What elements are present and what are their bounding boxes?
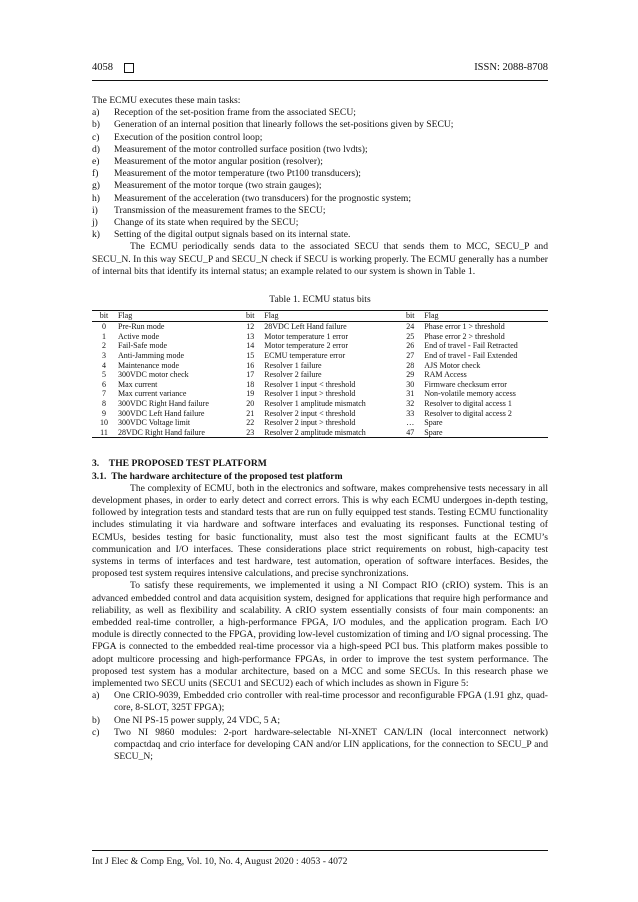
table-cell: Active mode — [118, 331, 160, 341]
table-cell: 0 — [102, 322, 106, 332]
table-cell: 22 — [246, 418, 255, 428]
list-item-text: Measurement of the motor temperature (two Pt100 transducers); — [114, 168, 361, 180]
table-row — [92, 361, 548, 371]
table-cell: 4 — [102, 360, 106, 370]
section-number: 3. — [92, 458, 100, 470]
list-item — [92, 205, 548, 217]
table-row — [92, 351, 548, 361]
table-cell: 18 — [246, 379, 255, 389]
table-cell: 300VDC Left Hand failure — [118, 408, 205, 418]
table-cell: 300VDC Right Hand failure — [118, 399, 209, 408]
list-item-text: Measurement of the acceleration (two transducers) for the prognostic system; — [114, 192, 412, 204]
table-cell: 29 — [406, 370, 415, 380]
footer-rule — [92, 850, 548, 851]
table-cell: Resolver 2 input < threshold — [264, 408, 356, 418]
page-body — [92, 95, 548, 763]
list-item-label: i) — [92, 204, 98, 216]
page-number: 4058 — [92, 62, 113, 73]
list-item-text: Transmission of the measurement frames to the SECU; — [114, 204, 326, 216]
table-cell: Resolver 1 input > threshold — [264, 389, 356, 399]
table-cell: Resolver 2 failure — [264, 370, 322, 380]
hardware-list — [92, 690, 548, 763]
subsection-number: 3.1. — [92, 470, 107, 482]
table-cell: 24 — [406, 322, 415, 332]
table-cell: 26 — [406, 341, 415, 351]
table-cell: 13 — [246, 331, 255, 341]
list-item — [92, 156, 548, 168]
table-cell: Resolver 2 input > threshold — [264, 418, 356, 428]
column-header: Flag — [116, 311, 238, 322]
table-cell: 3 — [102, 351, 106, 361]
list-item-text: One CRIO-9039, Embedded crio controller with real-time processor and reconfigurable FPGA (1.91 ghz, quad-core, 8-SLOT, 325T FPGA); — [114, 690, 548, 714]
list-item-label: c) — [92, 131, 100, 143]
list-item — [92, 168, 548, 180]
table-cell: Firmware checksum error — [424, 379, 507, 389]
list-item-label: h) — [92, 192, 100, 204]
table-header-row — [92, 311, 548, 322]
table-row — [92, 341, 548, 351]
status-bits-table — [92, 310, 548, 438]
section-title: THE PROPOSED TEST PLATFORM — [108, 458, 267, 470]
table-cell: 21 — [246, 408, 255, 418]
table-cell: Resolver 2 amplitude mismatch — [262, 428, 398, 438]
table-cell: Motor temperature 1 error — [264, 331, 349, 341]
tasks-intro: The ECMU executes these main tasks: — [92, 95, 241, 106]
table-cell: 300VDC motor check — [118, 370, 189, 380]
paragraph: The ECMU periodically sends data to the associated SECU that sends them to MCC, SECU_P and SECU_N. In this way SECU_P and SECU_N check if SECU is working properly. The ECMU generally has a number of internal bits that identify its internal status; an example related to our system is shown in Table 1. — [92, 241, 548, 277]
paragraph: The complexity of ECMU, both in the electronics and software, makes comprehensive tests necessary in all development phases, in order to early detect and correct errors. This is why each ECMU undergoes in-depth testing, followed by integration tests and standard tests that are run on fully equipped test stands. Testing ECMU functionality includes stimulating it via hardware and software interfaces and evaluating its responses. Functional testing of ECMUs, besides testing for basic functionality, must also test the most significant faults at the ECMU’s communication and I/O interfaces. These considerations place strict requirements on robust, high-capacity test systems in terms of interfaces and test hardware, test automation, operation of software interfaces. Besides, the proposed test system requires intensive calculations, and precise synchronizations. — [92, 482, 548, 580]
list-item-text: Two NI 9860 modules: 2-port hardware-selectable NI-XNET CAN/LIN (local interconnect network) compactdaq and crio interface for developing CAN and/or LIN applications, for the connection to SECU_P and SECU_N; — [114, 726, 548, 763]
table-cell: 11 — [92, 428, 116, 438]
table-row — [92, 428, 548, 438]
list-item-text: Execution of the position control loop; — [114, 131, 263, 143]
list-item-label: f) — [92, 168, 99, 180]
table-cell: 5 — [102, 370, 106, 380]
list-item-label: a) — [92, 690, 100, 702]
table-row — [92, 418, 548, 428]
table-caption: Table 1. ECMU status bits — [269, 294, 371, 306]
table-cell: 6 — [102, 379, 106, 389]
table-cell: End of travel - Fail Retracted — [424, 341, 518, 351]
list-item-label: b) — [92, 714, 100, 726]
table-cell: 17 — [246, 370, 255, 380]
table-cell: Resolver 1 input < threshold — [264, 379, 356, 389]
table-cell: Non-volatile memory access — [424, 389, 516, 399]
list-item-label: k) — [92, 229, 100, 241]
paragraph: To satisfy these requirements, we implemented it using a NI Compact RIO (cRIO) system. This is an advanced embedded control and data acquisition system, designed for applications that require high performance and reliability, as well as flexibility and scalability. A cRIO system essentially consists of four main components: an embedded real-time controller, a high-performance FPGA, I/O modules, and the application program. Each I/O module is directly connected to the FPGA, providing low-level customization of timing and I/O signal processing. The FPGA is connected to the embedded real-time processor via a high-speed PCI bus. This platform makes possible to adopt multicore processing and high-performance FPGAs, in order to improve the test system performance. The proposed test system has a modular architecture, based on a MCC and some SECUs. In this research phase we implemented two SECU units (SECU1 and SECU2) each of which includes as shown in Figure 5: — [92, 580, 548, 690]
list-item-text: Generation of an internal position that linearly follows the set-positions given by SECU; — [114, 119, 454, 131]
table-cell: 12 — [246, 322, 255, 332]
table-row — [92, 332, 548, 342]
table-cell: Maintenance mode — [118, 360, 180, 370]
table-cell: 47 — [398, 428, 422, 438]
issn: ISSN: 2088-8708 — [474, 62, 548, 73]
table-cell: Pre-Run mode — [118, 322, 165, 332]
table-cell: Resolver 1 failure — [264, 360, 322, 370]
list-item — [92, 690, 548, 714]
table-cell: 27 — [406, 351, 415, 361]
table-cell: Max current — [118, 379, 158, 389]
table-cell: 31 — [406, 389, 415, 399]
list-item-text: One NI PS-15 power supply, 24 VDC, 5 A; — [114, 714, 281, 726]
tasks-list — [92, 107, 548, 241]
list-item-text: Change of its state when required by the SECU; — [114, 217, 299, 229]
square-icon — [124, 63, 134, 73]
table-cell: 8 — [102, 399, 106, 408]
table-row — [92, 380, 548, 390]
table-row — [92, 370, 548, 380]
column-header: bit — [92, 311, 116, 322]
table-cell: … — [406, 418, 415, 428]
table-cell: 2 — [102, 341, 106, 351]
column-header: Flag — [262, 311, 398, 322]
list-item — [92, 229, 548, 241]
list-item — [92, 715, 548, 727]
list-item — [92, 132, 548, 144]
section-heading — [92, 458, 548, 470]
table-cell: 1 — [102, 331, 106, 341]
list-item — [92, 144, 548, 156]
table-cell: 28 — [406, 360, 415, 370]
subsection-heading — [92, 471, 548, 483]
column-header: bit — [238, 311, 262, 322]
list-item-text: Measurement of the motor angular position (resolver); — [114, 156, 323, 168]
table-row — [92, 389, 548, 399]
table-cell: Motor temperature 2 error — [264, 341, 349, 351]
table-cell: Max current variance — [118, 389, 187, 399]
list-item — [92, 180, 548, 192]
list-item — [92, 107, 548, 119]
list-item — [92, 727, 548, 764]
table-cell: Phase error 2 > threshold — [424, 331, 505, 341]
list-item — [92, 119, 548, 131]
list-item-text: Measurement of the motor torque (two strain gauges); — [114, 180, 322, 192]
list-item — [92, 217, 548, 229]
table-cell: Anti-Jamming mode — [118, 351, 184, 361]
list-item-label: c) — [92, 726, 100, 738]
table-cell: 20 — [246, 399, 255, 408]
table-cell: Phase error 1 > threshold — [424, 322, 505, 332]
list-item-text: Reception of the set-position frame from the associated SECU; — [114, 107, 356, 119]
table-cell: Resolver 1 amplitude mismatch — [264, 399, 366, 408]
table-cell: 16 — [246, 360, 255, 370]
table-cell: Spare — [422, 428, 548, 438]
list-item-text: Measurement of the motor controlled surface position (two lvdts); — [114, 143, 368, 155]
header-rule — [92, 80, 548, 81]
subsection-title: The hardware architecture of the proposed test platform — [111, 470, 343, 482]
table-cell: 15 — [246, 351, 255, 361]
table-cell: 30 — [406, 379, 415, 389]
page-header — [92, 62, 548, 76]
table-row — [92, 399, 548, 409]
table-cell: 28VDC Right Hand failure — [116, 428, 238, 438]
list-item-label: a) — [92, 107, 100, 119]
table-cell: 19 — [246, 389, 255, 399]
table-cell: Resolver to digital access 2 — [424, 408, 512, 418]
table-cell: 28VDC Left Hand failure — [264, 322, 347, 332]
table-row — [92, 409, 548, 419]
table-cell: ECMU temperature error — [264, 351, 346, 361]
table-row — [92, 322, 548, 332]
list-item-label: e) — [92, 156, 100, 168]
list-item — [92, 193, 548, 205]
table-cell: 14 — [246, 341, 255, 351]
table-cell: Spare — [424, 418, 443, 428]
table-cell: 300VDC Voltage limit — [118, 418, 191, 428]
list-item-label: j) — [92, 217, 98, 229]
table-cell: Resolver to digital access 1 — [424, 399, 512, 408]
table-cell: 23 — [238, 428, 262, 438]
table-cell: 10 — [100, 418, 108, 428]
table-cell: Fail-Safe mode — [118, 341, 168, 351]
table-cell: AJS Motor check — [424, 360, 481, 370]
table-cell: 32 — [406, 399, 415, 408]
table-cell: 25 — [406, 331, 415, 341]
table-cell: End of travel - Fail Extended — [424, 351, 518, 361]
table-cell: 33 — [406, 408, 415, 418]
table-cell: 9 — [102, 408, 106, 418]
list-item-label: b) — [92, 119, 100, 131]
column-header: bit — [398, 311, 422, 322]
list-item-label: g) — [92, 180, 100, 192]
list-item-label: d) — [92, 143, 100, 155]
page-footer: Int J Elec & Comp Eng, Vol. 10, No. 4, August 2020 : 4053 - 4072 — [92, 856, 348, 867]
column-header: Flag — [422, 311, 548, 322]
list-item-text: Setting of the digital output signals based on its internal state. — [114, 229, 351, 241]
table-cell: 7 — [102, 389, 106, 399]
table-cell: RAM Access — [424, 370, 467, 380]
